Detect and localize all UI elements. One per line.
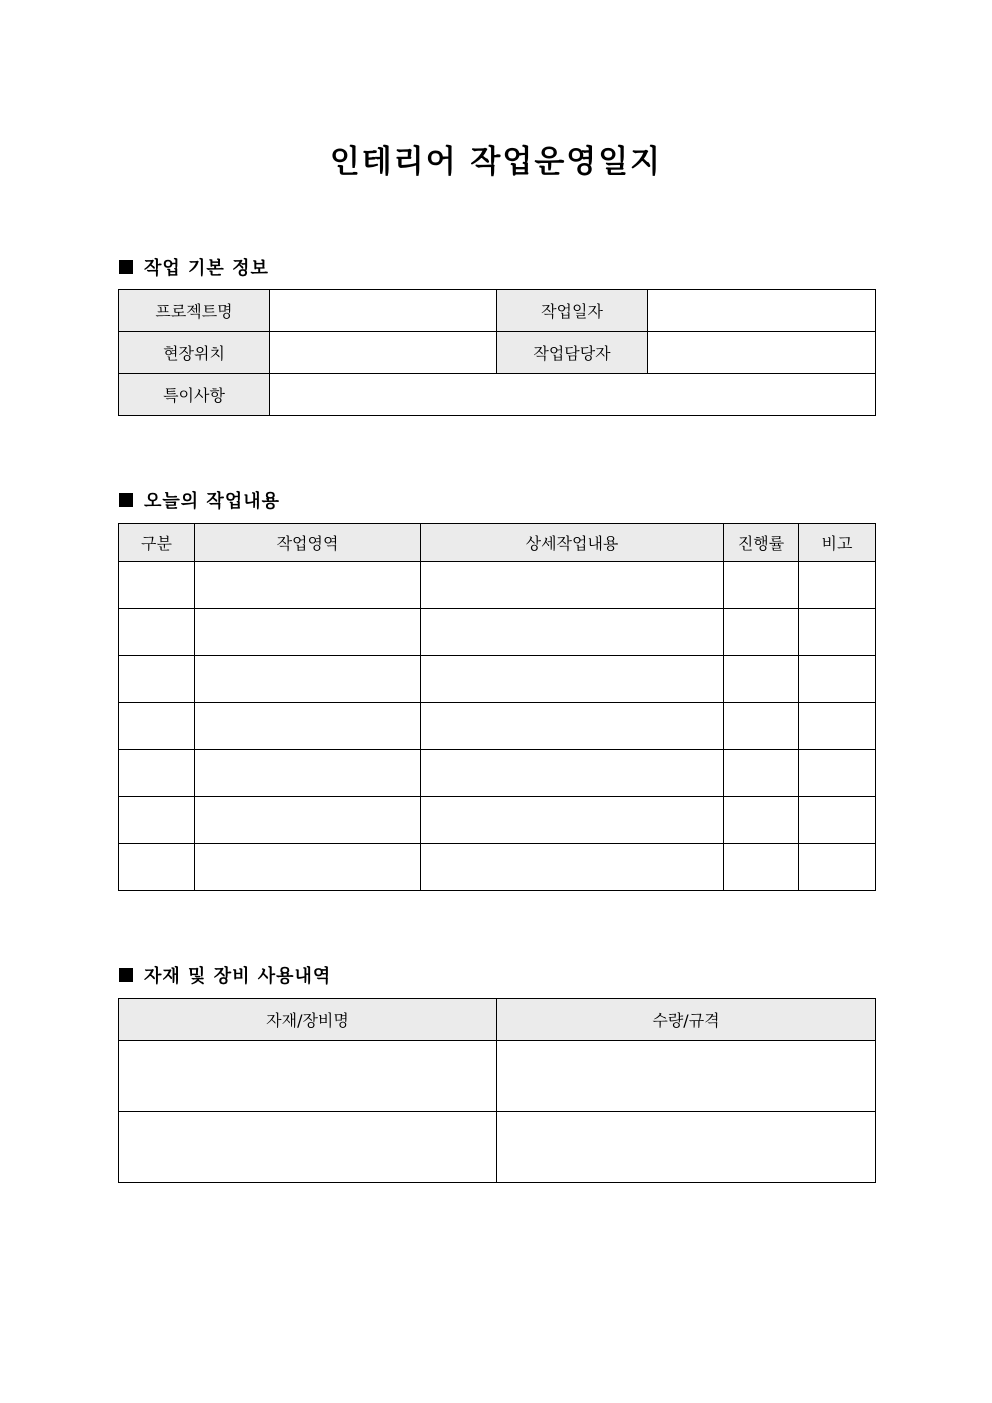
work-detail-cell[interactable] (421, 844, 724, 891)
table-row (119, 656, 876, 703)
work-date-field[interactable] (648, 290, 876, 332)
remarks-field[interactable] (270, 374, 876, 416)
table-row (119, 703, 876, 750)
note-cell[interactable] (799, 609, 876, 656)
table-row (119, 750, 876, 797)
today-work-heading-text: 오늘의 작업내용 (144, 491, 280, 512)
note-cell[interactable] (799, 562, 876, 609)
category-cell[interactable] (119, 750, 195, 797)
table-row (119, 609, 876, 656)
work-manager-label: 작업담당자 (497, 332, 648, 374)
column-header-progress: 진행률 (724, 524, 799, 562)
quantity-spec-cell[interactable] (497, 1112, 876, 1183)
today-work-heading (119, 487, 280, 513)
material-name-cell[interactable] (119, 1112, 497, 1183)
work-area-cell[interactable] (195, 609, 421, 656)
column-header-material-name: 자재/장비명 (119, 999, 497, 1041)
site-location-label: 현장위치 (119, 332, 270, 374)
remarks-label: 특이사항 (119, 374, 270, 416)
note-cell[interactable] (799, 797, 876, 844)
work-manager-field[interactable] (648, 332, 876, 374)
work-detail-cell[interactable] (421, 562, 724, 609)
work-area-cell[interactable] (195, 656, 421, 703)
progress-cell[interactable] (724, 797, 799, 844)
category-cell[interactable] (119, 703, 195, 750)
work-detail-cell[interactable] (421, 797, 724, 844)
work-date-label: 작업일자 (497, 290, 648, 332)
progress-cell[interactable] (724, 562, 799, 609)
category-cell[interactable] (119, 562, 195, 609)
table-row (119, 797, 876, 844)
note-cell[interactable] (799, 750, 876, 797)
column-header-category: 구분 (119, 524, 195, 562)
work-detail-cell[interactable] (421, 750, 724, 797)
square-bullet-icon (119, 968, 133, 982)
basic-info-heading (119, 254, 269, 280)
work-detail-cell[interactable] (421, 703, 724, 750)
note-cell[interactable] (799, 656, 876, 703)
project-name-field[interactable] (270, 290, 497, 332)
column-header-note: 비고 (799, 524, 876, 562)
work-detail-cell[interactable] (421, 656, 724, 703)
quantity-spec-cell[interactable] (497, 1041, 876, 1112)
note-cell[interactable] (799, 844, 876, 891)
square-bullet-icon (119, 260, 133, 274)
materials-heading (119, 962, 331, 988)
column-header-work-detail: 상세작업내용 (421, 524, 724, 562)
document-title: 인테리어 작업운영일지 (329, 144, 663, 180)
work-detail-cell[interactable] (421, 609, 724, 656)
column-header-work-area: 작업영역 (195, 524, 421, 562)
category-cell[interactable] (119, 656, 195, 703)
project-name-label: 프로젝트명 (119, 290, 270, 332)
table-row (119, 1112, 876, 1183)
basic-info-heading-text: 작업 기본 정보 (144, 258, 269, 279)
materials-table (118, 998, 876, 1183)
site-location-field[interactable] (270, 332, 497, 374)
work-area-cell[interactable] (195, 562, 421, 609)
progress-cell[interactable] (724, 844, 799, 891)
materials-heading-text: 자재 및 장비 사용내역 (144, 966, 332, 987)
note-cell[interactable] (799, 703, 876, 750)
progress-cell[interactable] (724, 656, 799, 703)
material-name-cell[interactable] (119, 1041, 497, 1112)
work-area-cell[interactable] (195, 844, 421, 891)
category-cell[interactable] (119, 609, 195, 656)
work-area-cell[interactable] (195, 703, 421, 750)
square-bullet-icon (119, 493, 133, 507)
table-row (119, 844, 876, 891)
progress-cell[interactable] (724, 609, 799, 656)
today-work-table (118, 523, 876, 891)
column-header-quantity-spec: 수량/규격 (497, 999, 876, 1041)
category-cell[interactable] (119, 844, 195, 891)
basic-info-table (118, 289, 876, 416)
progress-cell[interactable] (724, 750, 799, 797)
table-row (119, 1041, 876, 1112)
work-area-cell[interactable] (195, 750, 421, 797)
work-area-cell[interactable] (195, 797, 421, 844)
progress-cell[interactable] (724, 703, 799, 750)
category-cell[interactable] (119, 797, 195, 844)
table-row (119, 562, 876, 609)
